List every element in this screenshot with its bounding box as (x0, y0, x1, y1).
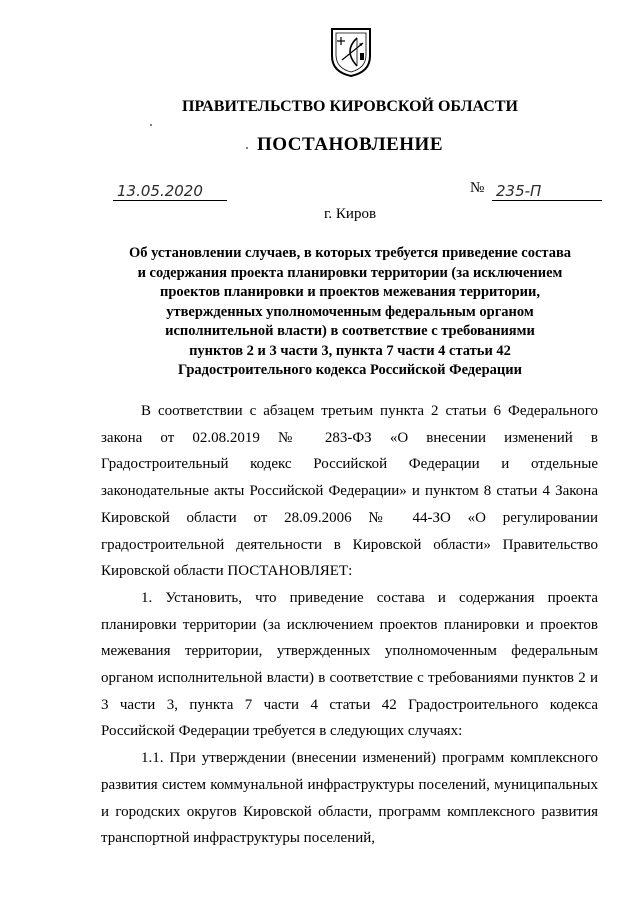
document-number: 235-П (492, 182, 602, 201)
paragraph-preamble: В соответствии с абзацем третьим пункта 2 статьи 6 Федерального закона от 02.08.2019 № 283-ФЗ «О внесении изменений в Градостроительный кодекс Российской Федерации и отдельные законодательные акты Российской Федерации» и пунктом 8 статьи 4 Закона Кировской области от 28.09.2006 № 44-ЗО «О регулировании градостроительной деятельности в Кировской области» Правительство Кировской области ПОСТАНОВЛЯЕТ: (101, 403, 598, 580)
title-line: Об установлении случаев, в которых требуется приведение состава (128, 245, 572, 261)
paragraph-clause-1: 1. Установить, что приведение состава и содержания проекта планировки территории (за исключением проектов планировки и проектов межевания территории, утвержденных уполномоченным федеральным органом исполнительной власти) в соответствие с требованиями пунктов 2 и 3 части 3, пункта 7 части 4 статьи 42 Градостроительного кодекса Российской Федерации требуется в следующих случаях: (101, 589, 598, 740)
scan-speck (150, 124, 152, 126)
title-line: утвержденных уполномоченным федеральным органом (166, 303, 534, 320)
document-title (100, 244, 600, 381)
title-line: исполнительной власти) в соответствие с требованиями (165, 323, 535, 339)
title-line: проектов планировки и проектов межевания территории, (160, 284, 540, 300)
document-date: 13.05.2020 (113, 182, 227, 201)
organization-name: ПРАВИТЕЛЬСТВО КИРОВСКОЙ ОБЛАСТИ (182, 98, 518, 115)
document-body (101, 398, 598, 852)
number-label: № (470, 180, 485, 196)
paragraph-clause-1-1: 1.1. При утверждении (внесении изменений) программ комплексного развития систем коммунальной инфраструктуры поселений, муниципальных и городских округов Кировской области, программ комплексного развития транспортной инфраструктуры поселений, (101, 750, 598, 847)
document-type: ПОСТАНОВЛЕНИЕ (256, 134, 444, 155)
title-line: Градостроительного кодекса Российской Федерации (178, 362, 522, 378)
scan-speck (246, 147, 248, 149)
title-line: пунктов 2 и 3 части 3, пункта 7 части 4 статьи 42 (189, 342, 511, 359)
title-line: и содержания проекта планировки территории (за исключением (137, 264, 563, 281)
kirov-region-coat-of-arms-icon (330, 26, 372, 78)
city: г. Киров (323, 206, 377, 222)
